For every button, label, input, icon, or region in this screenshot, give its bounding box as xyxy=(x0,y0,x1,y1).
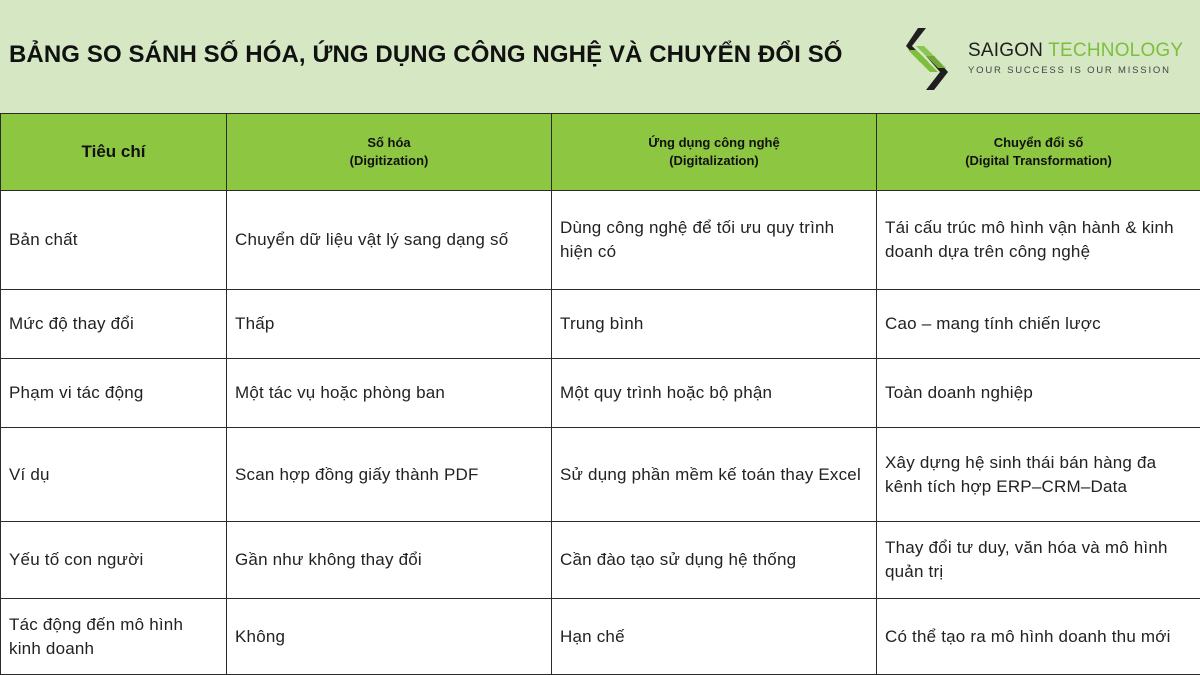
cell-digitalization: Một quy trình hoặc bộ phận xyxy=(552,359,877,428)
cell-digitization: Gần như không thay đổi xyxy=(227,522,552,599)
cell-digital-transformation: Thay đổi tư duy, văn hóa và mô hình quản trị xyxy=(877,522,1200,599)
cell-digitalization: Sử dụng phần mềm kế toán thay Excel xyxy=(552,428,877,522)
header-banner xyxy=(0,0,1200,113)
table-row xyxy=(1,290,1200,359)
cell-digitization: Thấp xyxy=(227,290,552,359)
column-header-sub: (Digital Transformation) xyxy=(965,153,1112,168)
column-header-label: Chuyển đổi số xyxy=(993,135,1084,150)
cell-digital-transformation: Toàn doanh nghiệp xyxy=(877,359,1200,428)
cell-criterion: Bản chất xyxy=(1,191,227,290)
table-row xyxy=(1,522,1200,599)
table-row xyxy=(1,191,1200,290)
cell-criterion: Yếu tố con người xyxy=(1,522,227,599)
cell-digitization: Scan hợp đồng giấy thành PDF xyxy=(227,428,552,522)
cell-digitization: Một tác vụ hoặc phòng ban xyxy=(227,359,552,428)
column-header-sub: (Digitization) xyxy=(349,153,429,168)
cell-digitalization: Cần đào tạo sử dụng hệ thống xyxy=(552,522,877,599)
logo-name xyxy=(968,40,1183,62)
cell-digital-transformation: Tái cấu trúc mô hình vận hành & kinh doanh dựa trên công nghệ xyxy=(877,191,1200,290)
cell-digitalization: Hạn chế xyxy=(552,599,877,675)
column-header-label: Ứng dụng công nghệ xyxy=(648,135,780,150)
cell-digitization: Chuyển dữ liệu vật lý sang dạng số xyxy=(227,191,552,290)
logo-name-part1: SAIGON xyxy=(968,40,1044,61)
cell-digital-transformation: Xây dựng hệ sinh thái bán hàng đa kênh tích hợp ERP–CRM–Data xyxy=(877,428,1200,522)
column-header-sub: (Digitalization) xyxy=(669,153,759,168)
logo-tagline: YOUR SUCCESS IS OUR MISSION xyxy=(968,65,1171,76)
logo-name-part2: TECHNOLOGY xyxy=(1048,40,1184,61)
logo-mark-icon xyxy=(904,28,950,90)
table-row xyxy=(1,599,1200,675)
column-header-digitization xyxy=(227,114,552,191)
column-header-criteria xyxy=(1,114,227,191)
cell-digitalization: Dùng công nghệ để tối ưu quy trình hiện có xyxy=(552,191,877,290)
company-logo xyxy=(904,28,1184,90)
cell-criterion: Tác động đến mô hình kinh doanh xyxy=(1,599,227,675)
table-header-row xyxy=(1,114,1200,191)
cell-digital-transformation: Cao – mang tính chiến lược xyxy=(877,290,1200,359)
page-title: BẢNG SO SÁNH SỐ HÓA, ỨNG DỤNG CÔNG NGHỆ VÀ CHUYỂN ĐỔI SỐ xyxy=(9,41,843,68)
cell-digitalization: Trung bình xyxy=(552,290,877,359)
table-row xyxy=(1,359,1200,428)
column-header-label: Tiêu chí xyxy=(81,142,146,161)
cell-digital-transformation: Có thể tạo ra mô hình doanh thu mới xyxy=(877,599,1200,675)
cell-criterion: Mức độ thay đổi xyxy=(1,290,227,359)
cell-criterion: Phạm vi tác động xyxy=(1,359,227,428)
column-header-digitalization xyxy=(552,114,877,191)
cell-digitization: Không xyxy=(227,599,552,675)
column-header-label: Số hóa xyxy=(367,135,411,150)
cell-criterion: Ví dụ xyxy=(1,428,227,522)
comparison-table xyxy=(0,113,1200,675)
table-row xyxy=(1,428,1200,522)
column-header-digital-transformation xyxy=(877,114,1200,191)
